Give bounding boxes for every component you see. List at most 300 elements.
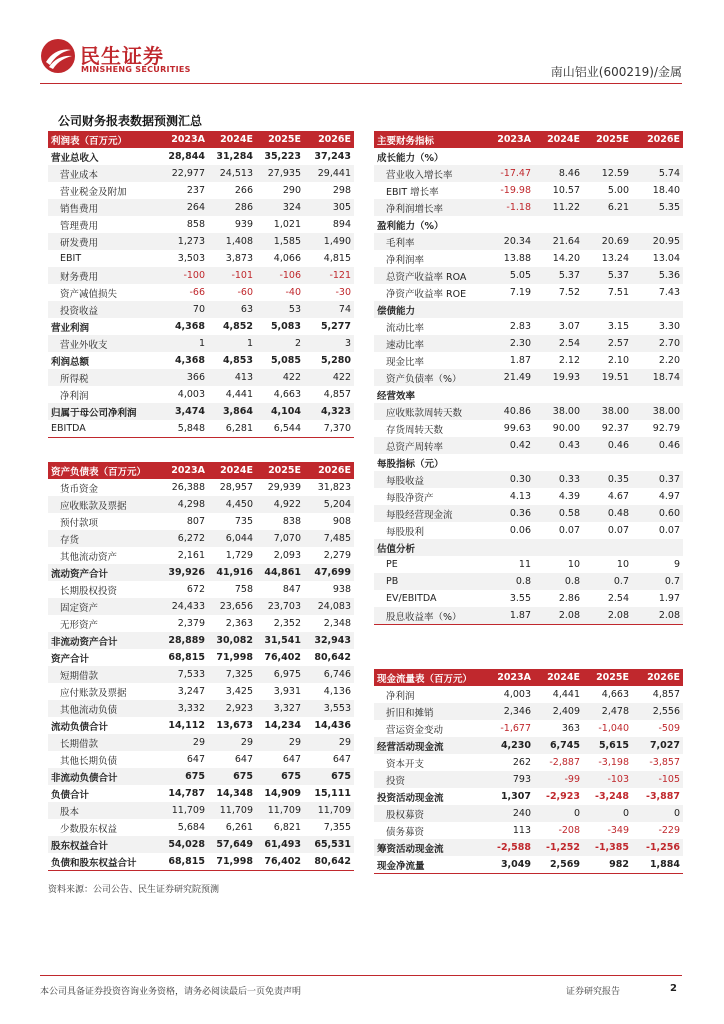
value-cell: 11	[518, 559, 531, 570]
footer-report-type: 证券研究报告	[566, 987, 621, 997]
table-row	[374, 805, 683, 822]
value-cell: 4,230	[486, 737, 534, 754]
value-cell: 8.46	[534, 165, 583, 182]
value-cell: 6,281	[208, 420, 256, 438]
table-row	[48, 284, 354, 301]
row-label: 销售费用	[48, 199, 160, 216]
balance-sheet-table	[48, 462, 354, 871]
value-cell: 4.67	[607, 491, 629, 502]
table-title: 主要财务指标	[374, 131, 486, 148]
value-cell: 4,066	[273, 253, 301, 264]
value-cell: 1,273	[160, 233, 208, 250]
value-cell	[583, 386, 632, 403]
value-cell: 4,368	[174, 321, 205, 332]
row-label: 投资活动现金流	[377, 792, 444, 804]
value-cell: 0.07	[558, 525, 580, 536]
table-row	[374, 199, 683, 216]
value-cell: 14,348	[216, 788, 253, 799]
value-cell: -106	[256, 267, 304, 284]
value-cell: 422	[256, 369, 304, 386]
table-row	[374, 822, 683, 839]
table-row	[374, 216, 683, 233]
row-label: 营业总收入	[51, 152, 99, 164]
row-label: 所得税	[48, 369, 160, 386]
row-label: 现金比率	[386, 356, 425, 368]
value-cell: 20.69	[583, 233, 632, 250]
value-cell: 14.20	[552, 253, 580, 264]
value-cell: 2,569	[534, 856, 583, 874]
value-cell: 0.8	[534, 573, 583, 590]
value-cell: 0.07	[658, 525, 680, 536]
row-label: EBIT	[60, 253, 82, 264]
value-cell	[534, 301, 583, 318]
row-label: 无形资产	[60, 619, 99, 631]
value-cell: 24,433	[160, 598, 208, 615]
row-label: 营业成本	[48, 165, 160, 182]
value-cell: 13.88	[503, 253, 531, 264]
value-cell: 0.35	[583, 471, 632, 488]
value-cell: 4.39	[558, 491, 580, 502]
value-cell: 2.70	[632, 335, 683, 352]
table-row	[48, 386, 354, 403]
value-cell: 5,277	[320, 321, 351, 332]
value-cell: 2,161	[177, 550, 205, 561]
value-cell: 0.42	[486, 437, 534, 454]
value-cell: 3.15	[607, 321, 629, 332]
year-column-header: 2025E	[256, 131, 304, 148]
value-cell: 92.37	[601, 423, 629, 434]
table-row	[374, 488, 683, 505]
value-cell: 18.74	[632, 369, 683, 386]
row-label: 流动比率	[386, 322, 425, 334]
value-cell: 4,857	[323, 389, 351, 400]
value-cell: 413	[208, 369, 256, 386]
value-cell: 298	[332, 185, 351, 196]
row-label: 股本	[48, 802, 160, 819]
table-row	[374, 369, 683, 386]
value-cell: 71,998	[208, 853, 256, 871]
value-cell: 1,729	[225, 550, 253, 561]
value-cell	[486, 216, 534, 233]
value-cell: 26,388	[171, 482, 205, 493]
value-cell: 29,939	[267, 482, 301, 493]
value-cell: 1.87	[509, 355, 531, 366]
value-cell: 21.64	[534, 233, 583, 250]
value-cell: 0.30	[486, 471, 534, 488]
row-label: 归属于母公司净利润	[48, 403, 160, 420]
value-cell: 18.40	[652, 185, 680, 196]
value-cell: 290	[282, 185, 301, 196]
value-cell: 7.19	[509, 287, 531, 298]
value-cell: 113	[512, 825, 531, 836]
value-cell: 4.97	[658, 491, 680, 502]
value-cell: 1	[208, 335, 256, 352]
row-label: 长期股权投资	[60, 585, 118, 597]
value-cell	[632, 148, 683, 165]
value-cell: 53	[256, 301, 304, 318]
value-cell: 10	[567, 559, 580, 570]
value-cell: 11,709	[256, 802, 304, 819]
value-cell: 7,485	[304, 530, 354, 547]
table-row	[48, 802, 354, 819]
cash-flow-statement-table	[374, 669, 683, 874]
table-row	[374, 607, 683, 625]
value-cell: 2.54	[607, 593, 629, 604]
value-cell: 54,028	[160, 836, 208, 853]
value-cell: -60	[237, 287, 253, 298]
value-cell: 80,642	[314, 652, 351, 663]
value-cell: 6,261	[225, 822, 253, 833]
value-cell: -3,198	[598, 757, 629, 768]
value-cell: 7,533	[160, 666, 208, 683]
year-column-header: 2025E	[583, 669, 632, 686]
table-row	[374, 148, 683, 165]
row-label: 每股指标（元）	[377, 458, 444, 470]
row-label: 总资产收益率 ROA	[374, 267, 486, 284]
table-row	[48, 165, 354, 182]
year-column-header: 2023A	[486, 669, 534, 686]
table-row	[48, 649, 354, 666]
value-cell: 23,656	[208, 598, 256, 615]
table-row	[48, 836, 354, 853]
value-cell: 2,093	[273, 550, 301, 561]
row-label: 研发费用	[48, 233, 160, 250]
row-label: 现金净流量	[374, 856, 486, 874]
table-row	[48, 717, 354, 734]
row-label: 速动比率	[374, 335, 486, 352]
value-cell: -1,677	[500, 723, 531, 734]
value-cell: 0.46	[632, 437, 683, 454]
value-cell: 40.86	[486, 403, 534, 420]
table-header-row	[374, 669, 683, 686]
table-row	[374, 573, 683, 590]
table-row	[48, 403, 354, 420]
value-cell: 24,513	[208, 165, 256, 182]
row-label: 毛利率	[374, 233, 486, 250]
value-cell: 4,323	[304, 403, 354, 420]
value-cell: 5,083	[270, 321, 301, 332]
value-cell: 2,363	[225, 618, 253, 629]
value-cell: -3,857	[649, 757, 680, 768]
value-cell: 13.24	[601, 253, 629, 264]
value-cell: 4,857	[652, 689, 680, 700]
row-label: EV/EBITDA	[386, 593, 437, 604]
table-title: 现金流量表（百万元）	[374, 669, 486, 686]
value-cell: 68,815	[160, 853, 208, 871]
value-cell: 6,272	[160, 530, 208, 547]
value-cell: 0.37	[632, 471, 683, 488]
value-cell: 2,923	[208, 700, 256, 717]
value-cell: 0.58	[534, 505, 583, 522]
year-column-header: 2025E	[583, 131, 632, 148]
value-cell: 3	[304, 335, 354, 352]
value-cell: 15,111	[314, 788, 351, 799]
value-cell: 22,977	[160, 165, 208, 182]
table-row	[48, 581, 354, 598]
value-cell: 29	[208, 734, 256, 751]
table-row	[48, 564, 354, 581]
value-cell: 422	[304, 369, 354, 386]
value-cell: 4,003	[177, 389, 205, 400]
value-cell: 6,745	[534, 737, 583, 754]
row-label: 应收账款及票据	[48, 496, 160, 513]
value-cell: 4,003	[503, 689, 531, 700]
value-cell	[632, 454, 683, 471]
value-cell: 38.00	[534, 403, 583, 420]
value-cell: 3,931	[273, 686, 301, 697]
row-label: 经营活动现金流	[374, 737, 486, 754]
table-row	[374, 590, 683, 607]
row-label: 营业外收支	[48, 335, 160, 352]
row-label: 股东权益合计	[48, 836, 160, 853]
value-cell: 1,884	[632, 856, 683, 874]
value-cell: 14,436	[314, 720, 351, 731]
value-cell: 11,709	[160, 802, 208, 819]
value-cell: 3,873	[225, 253, 253, 264]
table-row	[374, 539, 683, 556]
value-cell: 6.21	[583, 199, 632, 216]
table-row	[374, 856, 683, 874]
value-cell: -17.47	[486, 165, 534, 182]
value-cell	[534, 539, 583, 556]
value-cell: -208	[558, 825, 580, 836]
value-cell: 286	[208, 199, 256, 216]
value-cell: 4,663	[601, 689, 629, 700]
value-cell: 2,346	[486, 703, 534, 720]
company-ticker-sector: 南山铝业(600219)/金属	[550, 65, 682, 79]
year-column-header: 2024E	[534, 669, 583, 686]
value-cell: 672	[186, 584, 205, 595]
table-row	[374, 284, 683, 301]
value-cell: 0	[534, 805, 583, 822]
year-column-header: 2026E	[632, 131, 683, 148]
value-cell: 4,853	[222, 355, 253, 366]
value-cell: 647	[282, 754, 301, 765]
row-label: 营业税金及附加	[60, 186, 127, 198]
value-cell: 2.10	[607, 355, 629, 366]
table-row	[374, 754, 683, 771]
value-cell: 27,935	[256, 165, 304, 182]
value-cell: 76,402	[264, 652, 301, 663]
value-cell: -121	[304, 267, 354, 284]
value-cell: -105	[632, 771, 683, 788]
table-row	[48, 182, 354, 199]
row-label: 长期借款	[48, 734, 160, 751]
value-cell: 0.7	[583, 573, 632, 590]
value-cell: -1,256	[632, 839, 683, 856]
value-cell: 65,531	[304, 836, 354, 853]
value-cell: 4,441	[225, 389, 253, 400]
value-cell: 858	[186, 219, 205, 230]
table-row	[48, 785, 354, 802]
value-cell: 2,409	[534, 703, 583, 720]
value-cell: 4,450	[208, 496, 256, 513]
value-cell: 4,104	[256, 403, 304, 420]
value-cell: 20.95	[632, 233, 683, 250]
value-cell: 1	[160, 335, 208, 352]
value-cell: 6,544	[256, 420, 304, 438]
value-cell: 0.07	[607, 525, 629, 536]
row-label: 负债和股东权益合计	[48, 853, 160, 871]
table-row	[48, 513, 354, 530]
header-divider	[40, 83, 682, 84]
value-cell: 7,070	[256, 530, 304, 547]
value-cell: 5.74	[632, 165, 683, 182]
row-label: 成长能力（%）	[377, 152, 444, 164]
row-label: 管理费用	[60, 220, 99, 232]
table-row	[48, 216, 354, 233]
table-row	[48, 420, 354, 438]
value-cell: 13.04	[652, 253, 680, 264]
value-cell: 9	[673, 559, 680, 570]
table-row	[374, 771, 683, 788]
table-row	[374, 250, 683, 267]
year-column-header: 2026E	[304, 131, 354, 148]
value-cell: 1.87	[486, 607, 534, 625]
value-cell: -3,887	[646, 791, 680, 802]
year-column-header: 2024E	[208, 462, 256, 479]
value-cell: 5.35	[632, 199, 683, 216]
value-cell: 31,541	[256, 632, 304, 649]
value-cell: 10	[616, 559, 629, 570]
value-cell	[632, 386, 683, 403]
value-cell: -1.18	[486, 199, 534, 216]
year-column-header: 2026E	[304, 462, 354, 479]
value-cell: 4,368	[174, 355, 205, 366]
value-cell: 99.63	[503, 423, 531, 434]
value-cell: 90.00	[552, 423, 580, 434]
value-cell: 2.86	[558, 593, 580, 604]
value-cell: 24,083	[304, 598, 354, 615]
value-cell: 29,441	[304, 165, 354, 182]
value-cell: 2.20	[658, 355, 680, 366]
table-row	[48, 335, 354, 352]
table-row	[374, 556, 683, 573]
value-cell: 11,709	[304, 802, 354, 819]
row-label: 其他长期负债	[60, 755, 118, 767]
value-cell: 894	[332, 219, 351, 230]
table-row	[374, 165, 683, 182]
row-label: 资产合计	[51, 653, 90, 665]
value-cell: 31,823	[317, 482, 351, 493]
value-cell	[486, 539, 534, 556]
value-cell: 938	[332, 584, 351, 595]
value-cell	[632, 539, 683, 556]
table-row	[48, 233, 354, 250]
value-cell	[534, 148, 583, 165]
table-row	[48, 530, 354, 547]
value-cell	[583, 539, 632, 556]
table-title: 资产负债表（百万元）	[48, 462, 160, 479]
table-row	[374, 788, 683, 805]
value-cell: 14,112	[168, 720, 205, 731]
value-cell: 20.34	[486, 233, 534, 250]
year-column-header: 2025E	[256, 462, 304, 479]
row-label: 债务募资	[386, 826, 425, 838]
table-row	[48, 683, 354, 700]
value-cell: 3,474	[160, 403, 208, 420]
row-label: 预付款项	[60, 517, 99, 529]
value-cell: 14,909	[264, 788, 301, 799]
value-cell: -1,252	[534, 839, 583, 856]
table-header-row	[374, 131, 683, 148]
table-row	[374, 437, 683, 454]
row-label: 非流动资产合计	[48, 632, 160, 649]
table-row	[374, 839, 683, 856]
value-cell: 262	[512, 757, 531, 768]
row-label: 流动负债合计	[51, 721, 109, 733]
page-header	[0, 0, 724, 88]
value-cell: 2.12	[558, 355, 580, 366]
row-label: 资本开支	[386, 758, 425, 770]
value-cell: -3,248	[595, 791, 629, 802]
table-row	[48, 598, 354, 615]
value-cell: 28,844	[168, 151, 205, 162]
value-cell: 5,684	[177, 822, 205, 833]
value-cell: 647	[234, 754, 253, 765]
value-cell: 47,699	[304, 564, 354, 581]
value-cell: 0	[583, 805, 632, 822]
value-cell: 2.08	[534, 607, 583, 625]
value-cell: 939	[234, 219, 253, 230]
value-cell: 2,352	[273, 618, 301, 629]
value-cell: 3,864	[208, 403, 256, 420]
value-cell: 2.57	[583, 335, 632, 352]
value-cell: 44,861	[256, 564, 304, 581]
row-label: EBITDA	[48, 420, 160, 438]
row-label: 盈利能力（%）	[377, 220, 444, 232]
value-cell: -99	[534, 771, 583, 788]
row-label: 偿债能力	[374, 301, 486, 318]
table-row	[374, 454, 683, 471]
row-label: 投资	[374, 771, 486, 788]
value-cell: 76,402	[256, 853, 304, 871]
year-column-header: 2023A	[160, 462, 208, 479]
value-cell: 5,615	[583, 737, 632, 754]
value-cell: 74	[304, 301, 354, 318]
table-row	[374, 403, 683, 420]
row-label: 每股净资产	[386, 492, 434, 504]
row-label: 固定资产	[48, 598, 160, 615]
value-cell: 14,234	[264, 720, 301, 731]
value-cell: 29	[256, 734, 304, 751]
footer-divider	[40, 975, 682, 976]
value-cell: 30,082	[208, 632, 256, 649]
value-cell	[632, 301, 683, 318]
row-label: 财务费用	[48, 267, 160, 284]
value-cell: -1,040	[598, 723, 629, 734]
value-cell: 29	[160, 734, 208, 751]
row-label: 净利润	[60, 390, 89, 402]
row-label: 少数股东权益	[60, 823, 118, 835]
value-cell	[486, 148, 534, 165]
value-cell: 2,348	[323, 618, 351, 629]
value-cell: 4.13	[509, 491, 531, 502]
table-row	[48, 734, 354, 751]
table-row	[48, 479, 354, 496]
row-label: 总资产周转率	[374, 437, 486, 454]
row-label: 存货周转天数	[386, 424, 444, 436]
value-cell: 982	[583, 856, 632, 874]
value-cell: 11,709	[208, 802, 256, 819]
page-number: 2	[670, 983, 677, 994]
value-cell: -19.98	[500, 185, 531, 196]
value-cell: 2,379	[177, 618, 205, 629]
brand-name-en: MINSHENG SECURITIES	[81, 65, 191, 74]
value-cell: -2,923	[546, 791, 580, 802]
value-cell: 266	[234, 185, 253, 196]
table-row	[374, 335, 683, 352]
